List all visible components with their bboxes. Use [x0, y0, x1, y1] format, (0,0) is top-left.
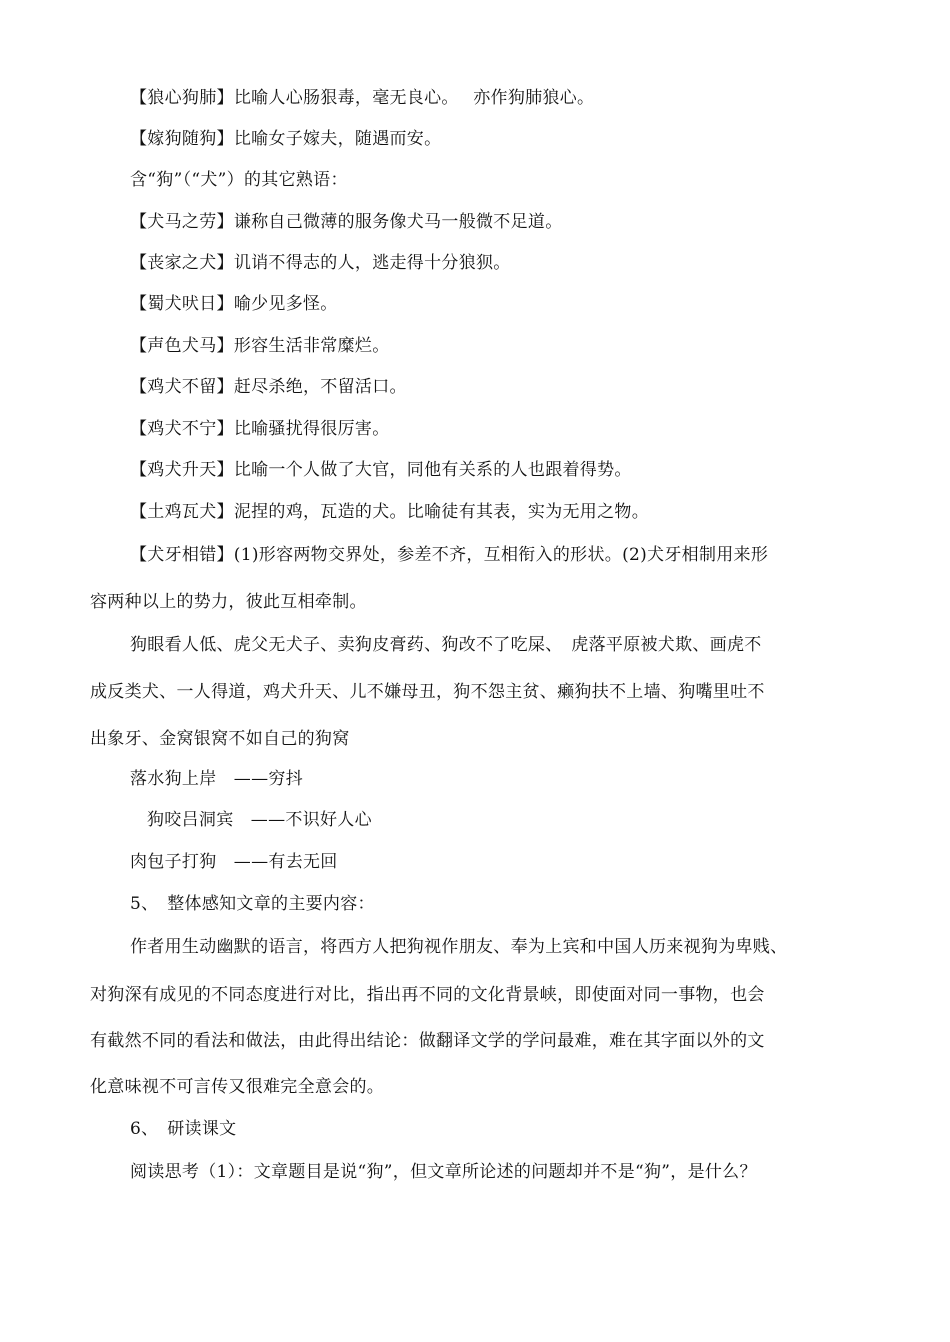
- idiom-term: 【犬马之劳】: [130, 212, 234, 232]
- idiom-definition: 谦称自己微薄的服务像犬马一般微不足道。: [233, 212, 563, 232]
- section-6-heading: 6、 研读课文: [130, 1119, 237, 1139]
- xiehouyu-line-2: 狗咬吕洞宾 ——不识好人心: [147, 810, 372, 830]
- section-6-question: 阅读思考（1）：文章题目是说“狗”，但文章所论述的问题却并不是“狗”，是什么？: [130, 1162, 757, 1182]
- idiom-term: 【丧家之犬】: [130, 253, 234, 273]
- sayings-line-1: 狗眼看人低、虎父无犬子、卖狗皮膏药、狗改不了吃屎、 虎落平原被犬欺、画虎不: [130, 635, 762, 655]
- idiom-line-shengse: [130, 334, 390, 358]
- sayings-line-3: 出象牙、金窝银窝不如自己的狗窝: [90, 729, 350, 749]
- idiom-line-sangjia: [130, 251, 511, 275]
- idiom-line-langxin: [130, 86, 594, 110]
- idiom-line-tuji: [130, 500, 649, 524]
- idiom-term: 【鸡犬不留】: [130, 377, 234, 397]
- quanya-line-2: 容两种以上的势力，彼此互相牵制。: [90, 592, 367, 612]
- idiom-definition: 讥诮不得志的人，逃走得十分狼狈。: [233, 253, 511, 273]
- quanya-line-1: 【犬牙相错】(1)形容两物交界处，参差不齐，互相衔入的形状。(2)犬牙相制用来形: [130, 545, 769, 565]
- idiom-definition: 泥捏的鸡，瓦造的犬。比喻徒有其表，实为无用之物。: [233, 502, 650, 522]
- idiom-line-jiquan-buliu: [130, 375, 407, 399]
- idiom-definition: 比喻人心肠狠毒，毫无良心。 亦作狗肺狼心。: [233, 88, 595, 108]
- idiom-line-jiquan-shengtian: [130, 458, 632, 482]
- idiom-term: 【鸡犬升天】: [130, 460, 234, 480]
- section-5-line-3: 有截然不同的看法和做法，由此得出结论：做翻译文学的学问最难，难在其字面以外的文: [90, 1031, 765, 1051]
- idiom-definition: 比喻一个人做了大官，同他有关系的人也跟着得势。: [233, 460, 632, 480]
- idiom-line-jiagou: [130, 127, 441, 151]
- section-5-line-2: 对狗深有成见的不同态度进行对比，指出再不同的文化背景峡，即使面对同一事物，也会: [90, 985, 765, 1005]
- idiom-term: 【鸡犬不宁】: [130, 419, 234, 439]
- idiom-definition: 比喻骚扰得很厉害。: [233, 419, 390, 439]
- idiom-definition: 喻少见多怪。: [233, 294, 338, 314]
- section-5-line-1: 作者用生动幽默的语言，将西方人把狗视作朋友、奉为上宾和中国人历来视狗为卑贱、: [130, 937, 788, 957]
- idiom-line-jiquan-buning: [130, 417, 390, 441]
- idiom-term: 【声色犬马】: [130, 336, 234, 356]
- idiom-term: 【嫁狗随狗】: [130, 129, 234, 149]
- idiom-definition: 形容生活非常糜烂。: [233, 336, 390, 356]
- section-5-line-4: 化意味视不可言传又很难完全意会的。: [90, 1077, 385, 1097]
- xiehouyu-line-1: 落水狗上岸 ——穷抖: [130, 769, 303, 789]
- idiom-term: 【土鸡瓦犬】: [130, 502, 234, 522]
- idiom-term: 【蜀犬吠日】: [130, 294, 234, 314]
- idiom-definition: 赶尽杀绝，不留活口。: [233, 377, 407, 397]
- sayings-line-2: 成反类犬、一人得道，鸡犬升天、儿不嫌母丑，狗不怨主贫、癞狗扶不上墙、狗嘴里吐不: [90, 682, 765, 702]
- idiom-definition: 比喻女子嫁夫，随遇而安。: [233, 129, 442, 149]
- idiom-term: 【狼心狗肺】: [130, 88, 234, 108]
- xiehouyu-line-3: 肉包子打狗 ——有去无回: [130, 852, 338, 872]
- idiom-line-quanma: [130, 210, 563, 234]
- section-5-heading: 5、 整体感知文章的主要内容：: [130, 894, 375, 914]
- other-idioms-heading: 含“狗”（“犬”）的其它熟语：: [130, 170, 348, 190]
- idiom-line-shuquan: [130, 292, 338, 316]
